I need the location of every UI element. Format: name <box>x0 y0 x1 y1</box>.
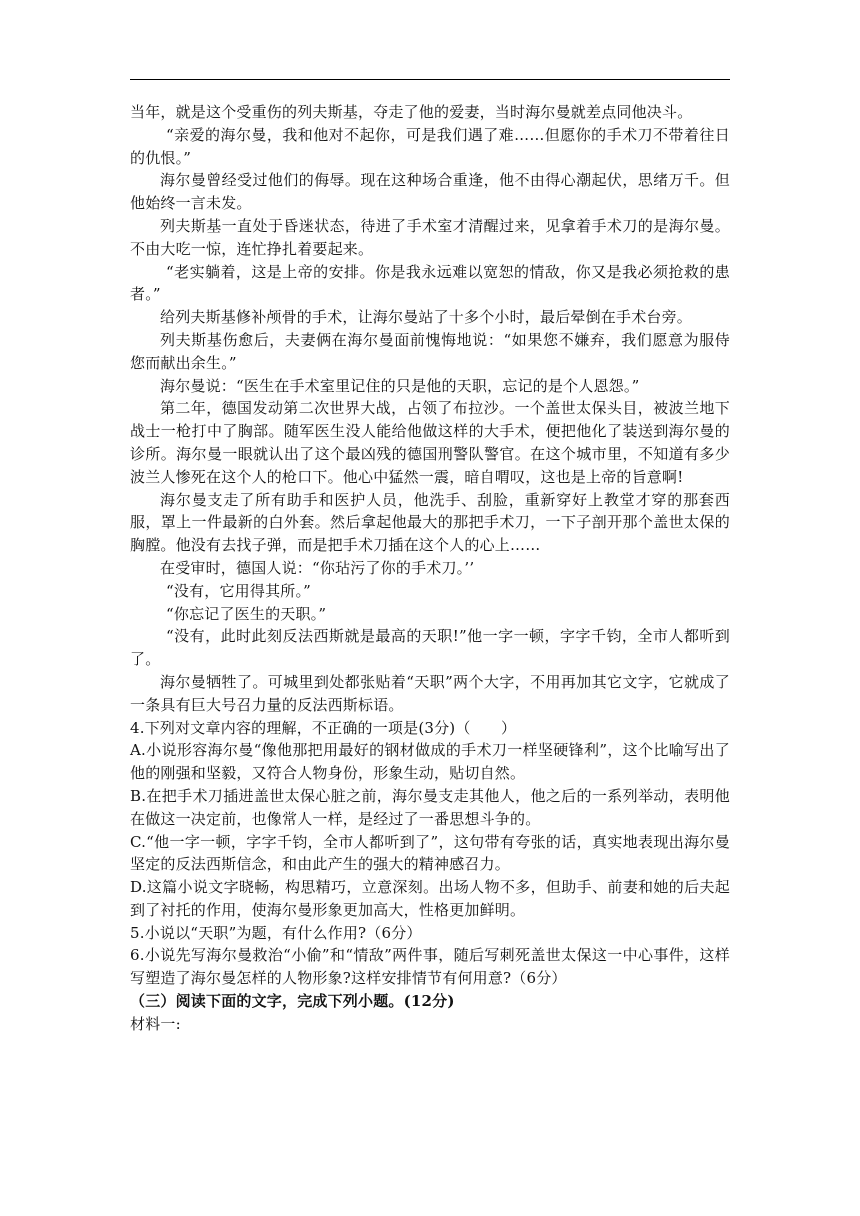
question-4-option-b: B.在把手术刀插进盖世太保心脏之前，海尔曼支走其他人，他之后的一系列举动，表明他在做这一决定前，也像常人一样，是经过了一番思想斗争的。 <box>130 786 730 828</box>
question-6: 6.小说先写海尔曼救治“小偷”和“情敌”两件事，随后写刺死盖世太保这一中心事件，这样写塑造了海尔曼怎样的人物形象?这样安排情节有何用意?（6分） <box>130 946 730 988</box>
passage-paragraph: 海尔曼牺牲了。可城里到处都张贴着“天职”两个大字，不用再加其它文字，它就成了一条具有巨大号召力量的反法西斯标语。 <box>130 672 730 714</box>
passage-paragraph: 列夫斯基伤愈后，夫妻俩在海尔曼面前愧悔地说：“如果您不嫌弃，我们愿意为服侍您而献出余生。” <box>130 330 730 372</box>
passage-paragraph: 给列夫斯基修补颅骨的手术，让海尔曼站了十多个小时，最后晕倒在手术台旁。 <box>160 308 693 327</box>
material-label: 材料一: <box>130 1014 181 1033</box>
passage-paragraph: “你忘记了医生的天职。” <box>166 604 327 623</box>
passage-paragraph: 在受审时，德国人说：“你玷污了你的手术刀。’’ <box>160 558 475 577</box>
passage-paragraph: 当年，就是这个受重伤的列夫斯基，夺走了他的爱妻，当时海尔曼就差点同他决斗。 <box>130 103 693 121</box>
question-4-option-d: D.这篇小说文字晓畅，构思精巧，立意深刻。出场人物不多，但助手、前妻和她的后夫起到了衬托的作用，使海尔曼形象更加高大，性格更加鲜明。 <box>130 878 730 919</box>
passage-paragraph: “老实躺着，这是上帝的安排。你是我永远难以宽恕的情敌，你又是我必须抢救的患者。” <box>130 262 730 304</box>
header-rule <box>130 79 730 80</box>
question-4-stem: 4.下列对文章内容的理解，不正确的一项是(3分)（ ） <box>130 718 517 737</box>
section-3-heading: （三）阅读下面的文字，完成下列小题。(12分) <box>130 992 455 1011</box>
passage-paragraph: 列夫斯基一直处于昏迷状态，待进了手术室才清醒过来，见拿着手术刀的是海尔曼。不由大吃一惊，连忙挣扎着要起来。 <box>130 216 730 258</box>
passage-paragraph: 海尔曼说：“医生在手术室里记住的只是他的天职，忘记的是个人恩怨。” <box>160 376 640 395</box>
question-5: 5.小说以“天职”为题，有什么作用?（6分） <box>130 923 422 942</box>
passage-paragraph: 海尔曼支走了所有助手和医护人员，他洗手、刮脸，重新穿好上教堂才穿的那套西服，罩上一件最新的白外套。然后拿起他最大的那把手术刀，一下子剖开那个盖世太保的胸膛。他没有去找子弹，而是把手术刀插在这个人的心上…… <box>130 490 730 555</box>
passage-paragraph: “没有，此时此刻反法西斯就是最高的天职!”他一字一顿，字字千钧，全市人都听到了。 <box>130 627 730 669</box>
question-4-option-a: A.小说形容海尔曼“像他那把用最好的钢材做成的手术刀一样坚硬锋利”，这个比喻写出了他的刚强和坚毅，又符合人物身份，形象生动，贴切自然。 <box>130 741 730 783</box>
passage-paragraph: 海尔曼曾经受过他们的侮辱。现在这种场合重逢，他不由得心潮起伏，思绪万千。但他始终一言未发。 <box>130 171 730 213</box>
question-4-option-c: C.“他一字一顿，字字千钧，全市人都听到了”，这句带有夸张的话，真实地表现出海尔曼坚定的反法西斯信念，和由此产生的强大的精神感召力。 <box>130 832 730 874</box>
passage-paragraph: 第二年，德国发动第二次世界大战，占领了布拉沙。一个盖世太保头目，被波兰地下战士一枪打中了胸部。随军医生没人能给他做这样的大手术，便把他化了装送到海尔曼的诊所。海尔曼一眼就认出了这个最凶残的德国刑警队警官。在这个城市里，不知道有多少波兰人惨死在这个人的枪口下。他心中猛然一震，暗自喟叹，这也是上帝的旨意啊! <box>130 399 730 486</box>
passage-paragraph: “亲爱的海尔曼，我和他对不起你，可是我们遇了难……但愿你的手术刀不带着往日的仇恨。” <box>130 125 730 167</box>
document-body <box>130 101 730 1036</box>
passage-paragraph: “没有，它用得其所。” <box>166 581 312 600</box>
